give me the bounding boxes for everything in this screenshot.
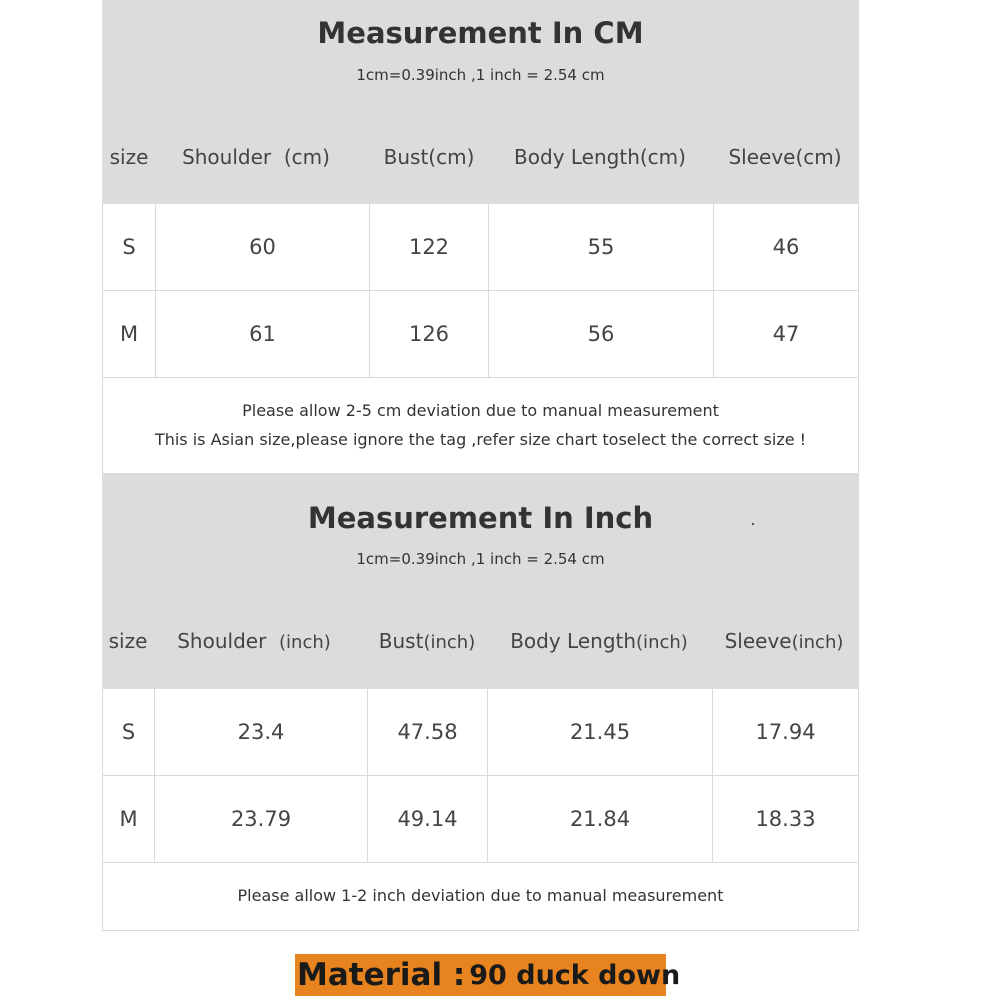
cm-header-size: size [109,145,149,169]
cm-cell-bust: 122 [370,204,489,290]
inch-header-body-length-label: Body Length [510,629,637,653]
inch-header-shoulder [177,629,331,653]
cm-cell-size: S [103,204,156,290]
inch-cell-size: M [103,776,155,862]
inch-header-bust [379,629,475,653]
material-badge [295,954,681,996]
inch-cell-shoulder: 23.79 [155,776,368,862]
inch-header-shoulder-unit: (inch) [279,632,331,653]
inch-notes [102,863,859,931]
table-row [103,689,858,776]
cm-cell-body-length: 55 [489,204,714,290]
cm-cell-shoulder: 61 [156,291,370,377]
cm-header-sleeve: Sleeve(cm) [728,145,842,169]
inch-table [102,689,859,863]
inch-cell-bust: 47.58 [368,689,488,775]
size-chart [102,0,859,931]
table-row [103,776,858,863]
inch-cell-body-length: 21.84 [488,776,713,862]
inch-section-title: Measurement In Inch [307,501,654,535]
inch-cell-sleeve: 17.94 [755,720,816,744]
cm-notes [102,378,859,473]
cm-section-title: Measurement In CM [317,16,644,50]
inch-cell-bust: 49.14 [368,776,488,862]
cm-conversion-note: 1cm=0.39inch ,1 inch = 2.54 cm [356,66,605,84]
cm-cell-shoulder: 60 [156,204,370,290]
inch-cell-shoulder: 23.4 [155,689,368,775]
cm-header-shoulder: Shoulder (cm) [182,145,330,169]
inch-conversion-note: 1cm=0.39inch ,1 inch = 2.54 cm [356,550,605,568]
inch-header-size [109,629,148,653]
inch-cell-body-length: 21.45 [488,689,713,775]
cm-header-band [102,0,859,204]
material-value: 90 duck down [469,959,681,991]
cm-table [102,204,859,378]
inch-header-bust-unit: (inch) [423,632,476,653]
cm-cell-body-length: 56 [489,291,714,377]
inch-header-sleeve [725,629,844,653]
inch-header-size-label: size [108,629,148,653]
cm-cell-sleeve: 46 [772,235,800,259]
table-row [103,291,858,378]
inch-header-shoulder-label: Shoulder [177,629,267,653]
cm-deviation-note: Please allow 2-5 cm deviation due to manual measurement [242,401,719,420]
inch-header-sleeve-unit: (inch) [791,632,844,653]
cm-cell-bust: 126 [370,291,489,377]
cm-cell-sleeve: 47 [772,322,800,346]
inch-cell-sleeve: 18.33 [755,807,816,831]
cm-cell-size: M [103,291,156,377]
inch-header-body-length [510,629,688,653]
inch-header-bust-label: Bust [378,629,424,653]
inch-header-band [102,473,859,689]
cm-header-bust: Bust(cm) [383,145,475,169]
asian-size-note: This is Asian size,please ignore the tag ,refer size chart toselect the correct size ! [154,430,807,449]
inch-deviation-note: Please allow 1-2 inch deviation due to manual measurement [237,886,724,905]
inch-cell-size: S [103,689,155,775]
material-label: Material : [297,957,466,993]
stray-dot [752,523,754,525]
cm-header-body-length: Body Length(cm) [514,145,686,169]
inch-header-body-length-unit: (inch) [636,632,688,653]
inch-header-sleeve-label: Sleeve [724,629,792,653]
table-row [103,204,858,291]
